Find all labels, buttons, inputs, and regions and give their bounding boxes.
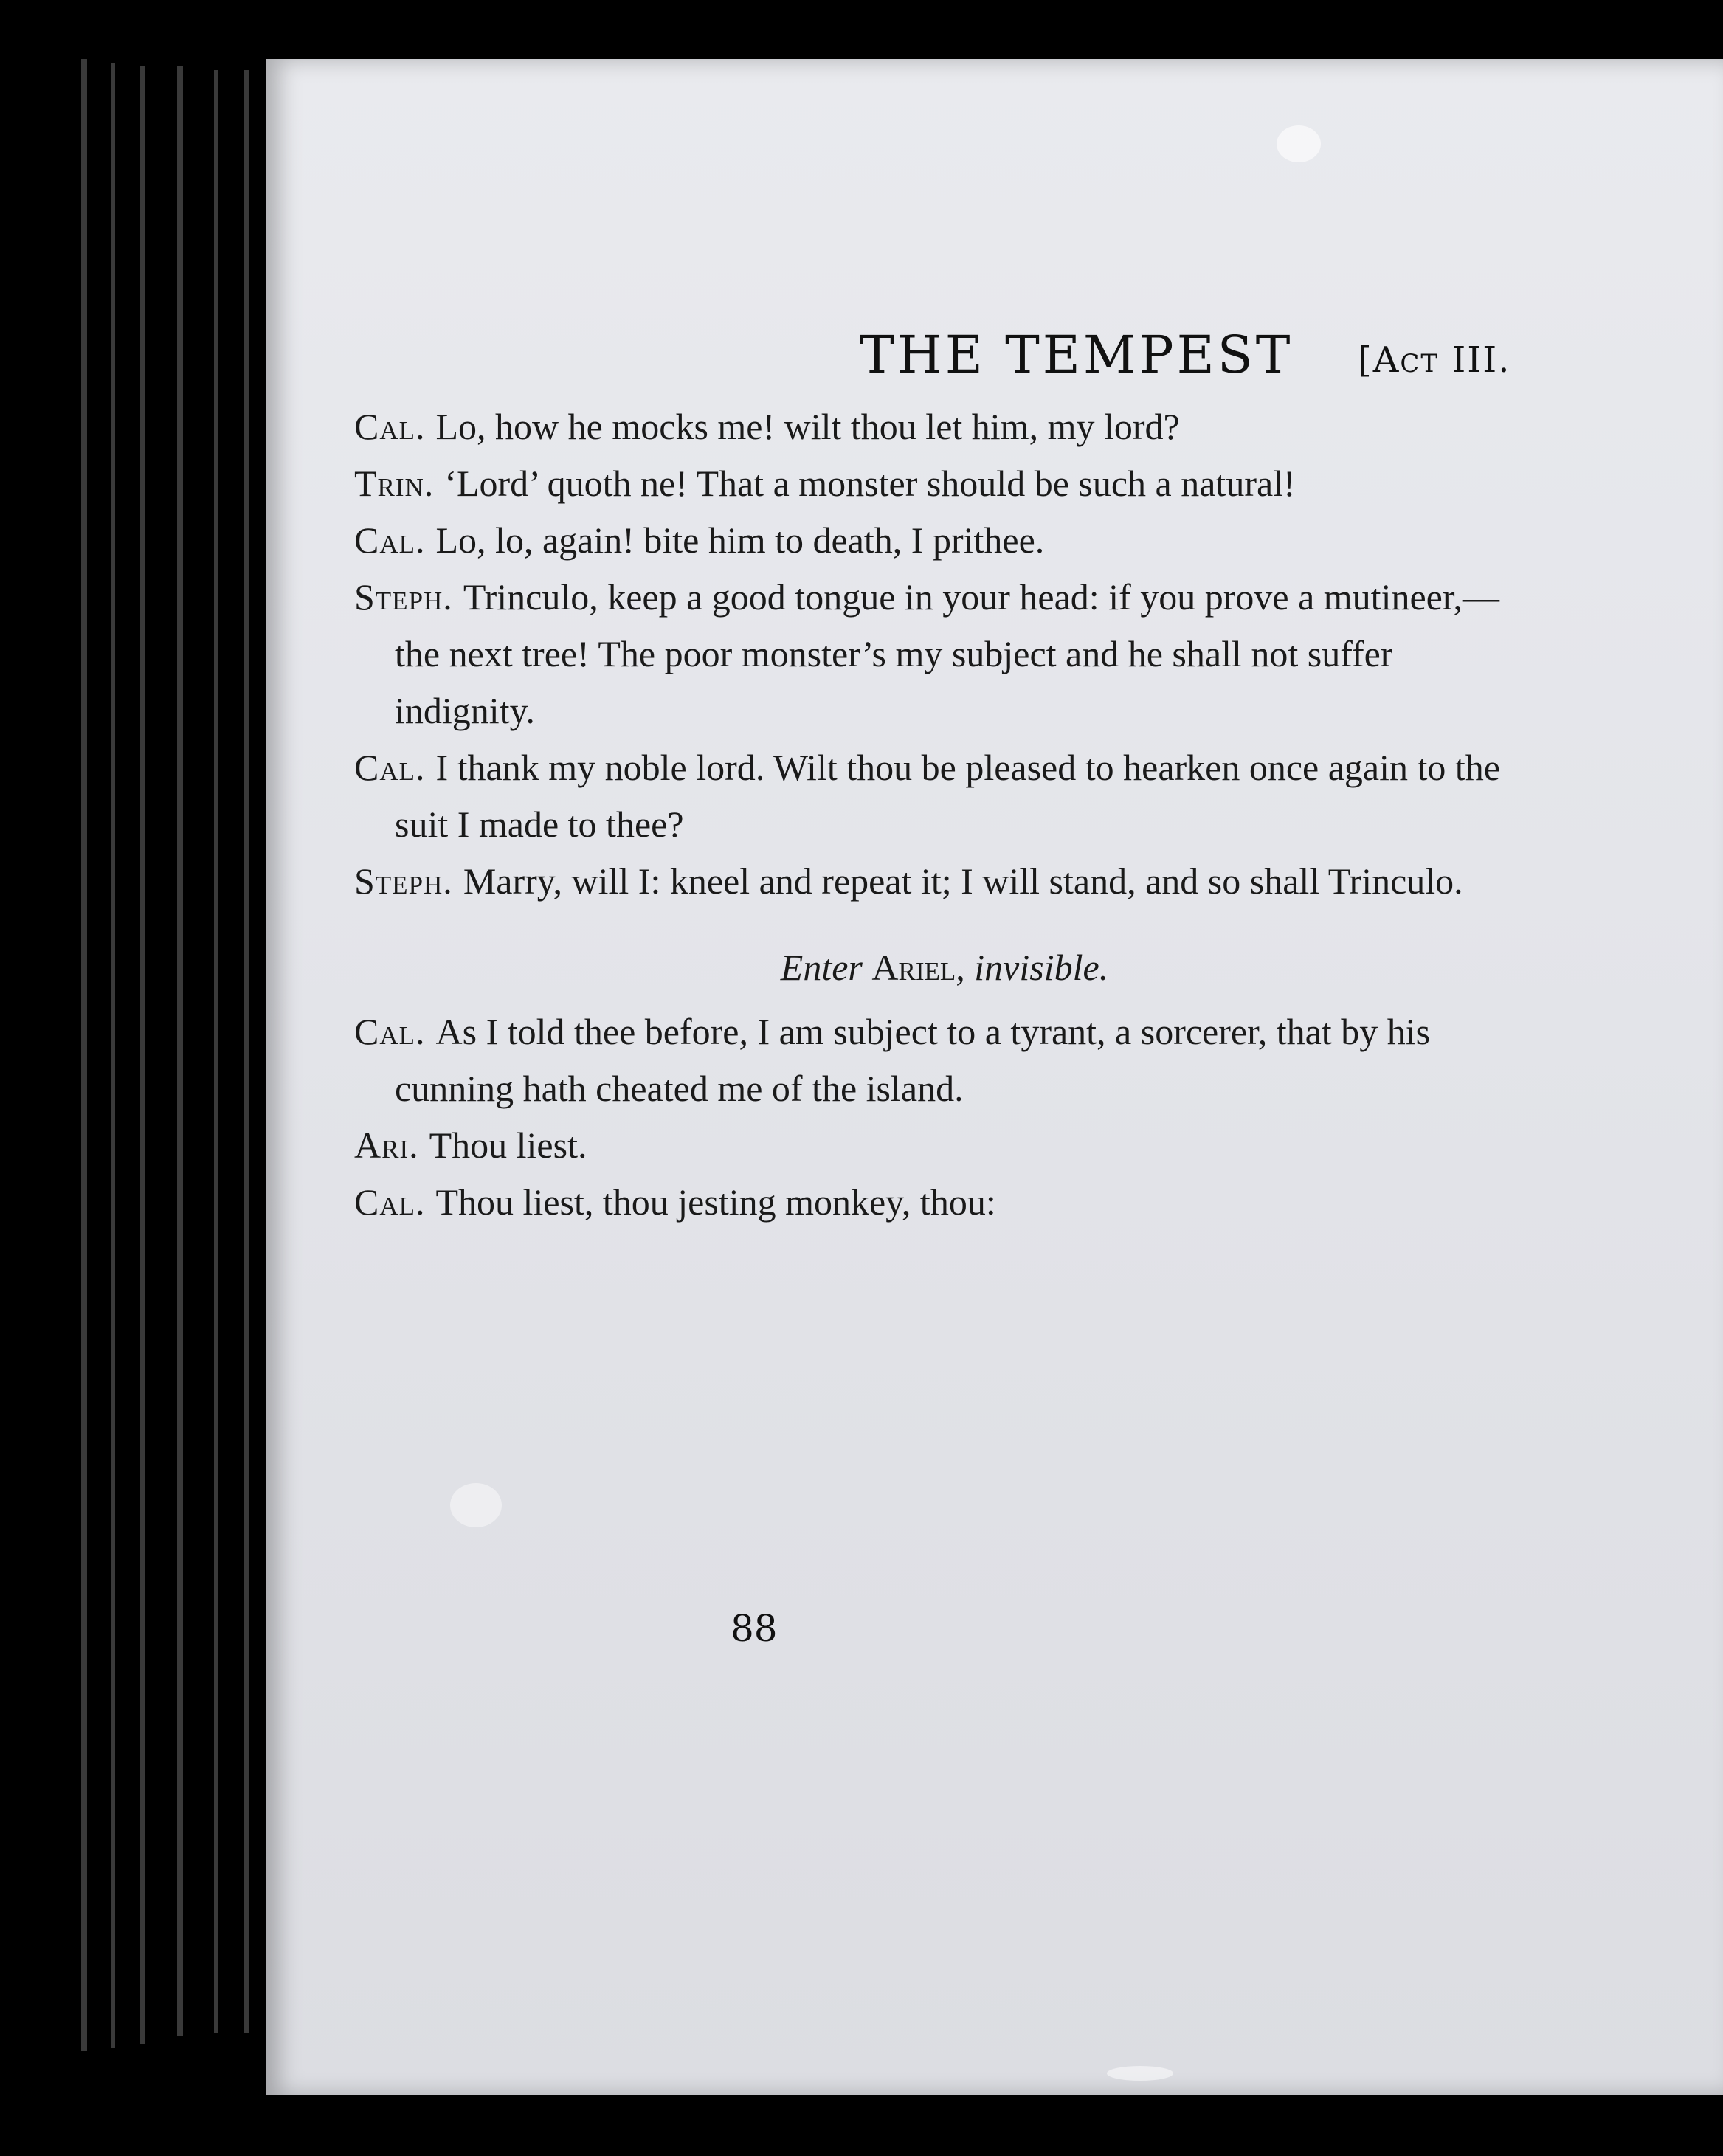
running-header — [583, 325, 1542, 391]
page-leaf — [81, 59, 87, 2051]
dust-speck — [1277, 125, 1321, 162]
page-leaf — [244, 70, 249, 2033]
speech — [354, 455, 1535, 512]
direction-manner: invisible. — [974, 947, 1109, 988]
speaker-name: Cal. — [354, 519, 426, 561]
page-leaf — [140, 66, 145, 2044]
speaker-name: Cal. — [354, 406, 426, 447]
act-marker: [Act III. — [1358, 339, 1511, 381]
play-text — [354, 398, 1535, 1231]
speech-text: Thou liest, thou jesting monkey, thou: — [435, 1181, 996, 1223]
direction-enter: Enter — [780, 947, 863, 988]
dust-speck — [450, 1483, 502, 1527]
speaker-name: Steph. — [354, 860, 453, 902]
speaker-name: Cal. — [354, 747, 426, 788]
speech-text: I thank my noble lord. Wilt thou be pleased to hearken once again to the suit I made to thee? — [395, 747, 1500, 845]
speech — [354, 1003, 1535, 1117]
speech — [354, 512, 1535, 569]
page-leaf — [111, 63, 115, 2048]
speech — [354, 739, 1535, 853]
running-title: THE TEMPEST — [860, 325, 1294, 385]
speech — [354, 853, 1535, 910]
speech-text: Marry, will I: kneel and repeat it; I will stand, and so shall Trinculo. — [463, 860, 1463, 902]
speech — [354, 569, 1535, 739]
speech-text: Thou liest. — [429, 1124, 587, 1166]
stage-direction — [354, 939, 1535, 996]
speaker-name: Cal. — [354, 1181, 426, 1223]
speaker-name: Cal. — [354, 1011, 426, 1052]
speech-text: Trinculo, keep a good tongue in your head: if you prove a mutineer,—the next tree! The poor monster’s my subject and he shall not suffer indignity. — [395, 576, 1499, 731]
page-number: 88 — [731, 1607, 778, 1650]
direction-character: Ariel, — [871, 947, 965, 988]
speaker-name: Ari. — [354, 1124, 419, 1166]
page-leaf — [214, 70, 218, 2033]
speech-text: Lo, how he mocks me! wilt thou let him, my lord? — [435, 406, 1180, 447]
book-edge — [0, 0, 310, 2156]
speech — [354, 398, 1535, 455]
speech — [354, 1117, 1535, 1174]
speaker-name: Steph. — [354, 576, 453, 618]
dust-speck — [1107, 2066, 1173, 2081]
speaker-name: Trin. — [354, 463, 435, 504]
speech-text: As I told thee before, I am subject to a tyrant, a sorcerer, that by his cunning hath cheated me of the island. — [395, 1011, 1431, 1109]
speech-text: Lo, lo, again! bite him to death, I prithee. — [435, 519, 1045, 561]
speech-text: ‘Lord’ quoth ne! That a monster should be such a natural! — [444, 463, 1296, 504]
speech — [354, 1174, 1535, 1231]
page-leaf — [177, 66, 183, 2036]
